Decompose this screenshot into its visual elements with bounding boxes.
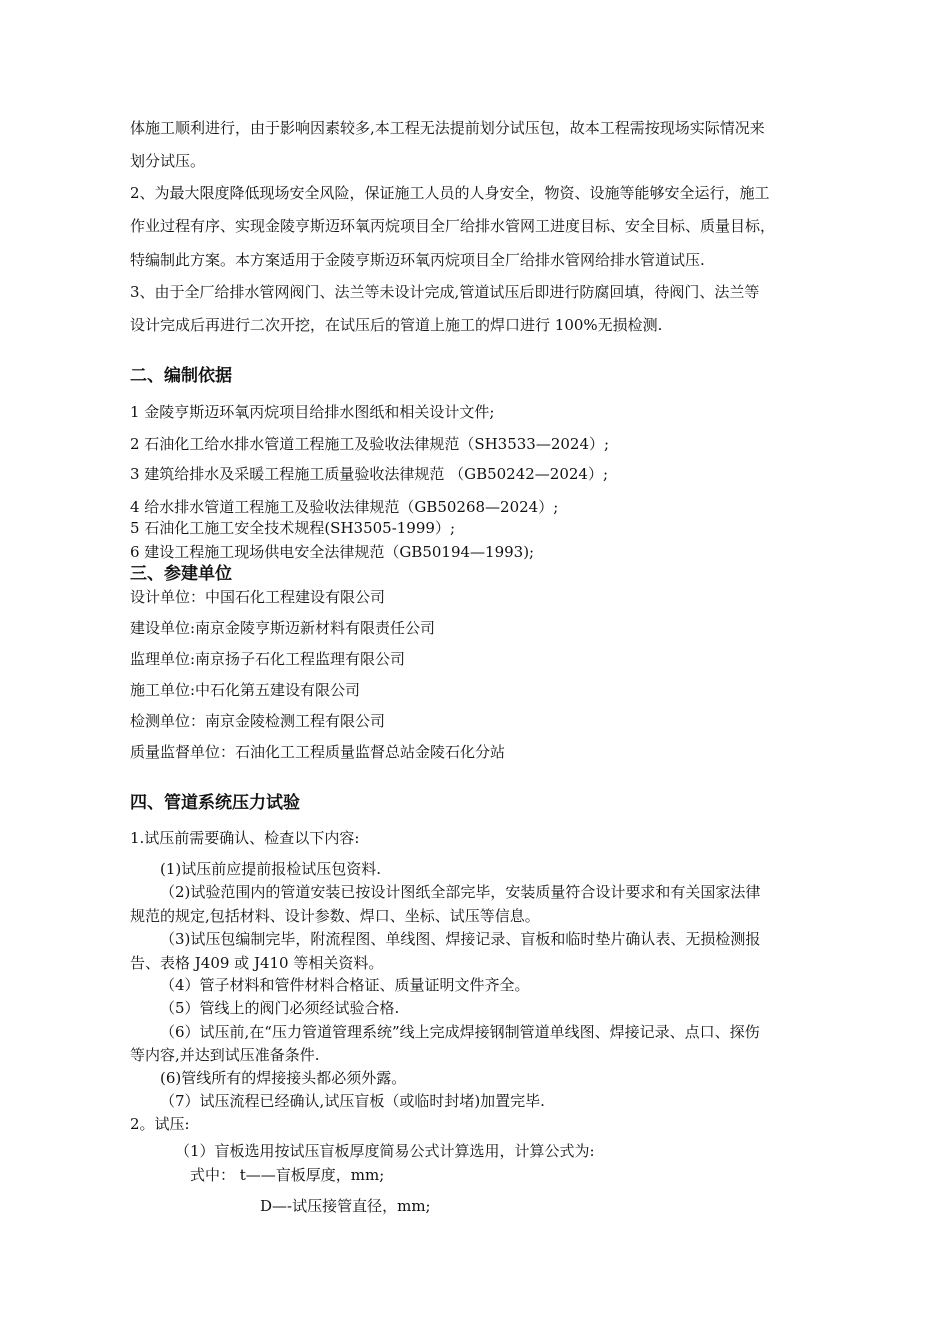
basis-item-5: 5 石油化工施工安全技术规程(SH3505-1999）; [130, 519, 455, 537]
unit-construction: 施工单位:中石化第五建设有限公司 [130, 681, 361, 699]
intro-line-2: 划分试压。 [130, 152, 206, 170]
check-7: (6)管线所有的焊接接头都必须外露。 [160, 1069, 407, 1087]
test-intro: 2。试压: [130, 1115, 190, 1133]
check-3-line-2: 告、表格 J409 或 J410 等相关资料。 [130, 954, 384, 972]
check-8: （7）试压流程已经确认,试压盲板（或临时封堵)加置完毕. [160, 1092, 545, 1110]
unit-quality-supervision: 质量监督单位：石油化工工程质量监督总站金陵石化分站 [130, 743, 506, 761]
intro-line-4: 作业过程有序、实现金陵亨斯迈环氧丙烷项目全厂给排水管网工进度目标、安全目标、质量目标， [130, 217, 776, 235]
unit-inspection: 检测单位：南京金陵检测工程有限公司 [130, 712, 386, 730]
basis-item-1: 1 金陵亨斯迈环氧丙烷项目给排水图纸和相关设计文件; [130, 403, 495, 421]
intro-line-7: 设计完成后再进行二次开挖，在试压后的管道上施工的焊口进行 100%无损检测. [130, 316, 663, 334]
section-4-heading: 四、管道系统压力试验 [130, 793, 300, 813]
basis-item-6: 6 建设工程施工现场供电安全法律规范（GB50194—1993); [130, 543, 535, 561]
section-2-heading: 二、编制依据 [130, 366, 232, 386]
basis-item-4: 4 给水排水管道工程施工及验收法律规范（GB50268—2024）; [130, 498, 559, 516]
intro-line-5: 特编制此方案。本方案适用于金陵亨斯迈环氧丙烷项目全厂给排水管网给排水管道试压. [130, 251, 705, 269]
basis-item-2: 2 石油化工给水排水管道工程施工及验收法律规范（SH3533—2024）; [130, 435, 610, 453]
check-4: （4）管子材料和管件材料合格证、质量证明文件齐全。 [160, 976, 530, 994]
formula-legend-d: D—-试压接管直径，mm; [260, 1197, 431, 1215]
check-2-line-1: （2)试验范围内的管道安装已按设计图纸全部完毕，安装质量符合设计要求和有关国家法律 [160, 883, 761, 901]
pretest-intro: 1.试压前需要确认、检查以下内容: [130, 829, 360, 847]
intro-line-1: 体施工顺利进行，由于影响因素较多,本工程无法提前划分试压包，故本工程需按现场实际情况来 [130, 119, 765, 137]
basis-item-3: 3 建筑给排水及采暖工程施工质量验收法律规范 （GB50242—2024）; [130, 465, 609, 483]
intro-line-6: 3、由于全厂给排水管网阀门、法兰等未设计完成,管道试压后即进行防腐回填，待阀门、法兰等 [130, 283, 760, 301]
blind-plate-formula: （1）盲板选用按试压盲板厚度简易公式计算选用，计算公式为: [175, 1142, 595, 1160]
check-6-line-1: （6）试压前,在“压力管道管理系统”线上完成焊接钢制管道单线图、焊接记录、点口、探伤 [160, 1023, 760, 1041]
unit-supervision: 监理单位:南京扬子石化工程监理有限公司 [130, 650, 406, 668]
section-3-heading: 三、参建单位 [130, 564, 232, 584]
check-2-line-2: 规范的规定,包括材料、设计参数、焊口、坐标、试压等信息。 [130, 907, 540, 925]
unit-design: 设计单位：中国石化工程建设有限公司 [130, 588, 386, 606]
check-3-line-1: （3)试压包编制完毕，附流程图、单线图、焊接记录、盲板和临时垫片确认表、无损检测报 [160, 930, 761, 948]
check-5: （5）管线上的阀门必须经试验合格. [160, 999, 400, 1017]
intro-line-3: 2、为最大限度降低现场安全风险，保证施工人员的人身安全，物资、设施等能够安全运行，施工 [130, 184, 770, 202]
check-1: (1)试压前应提前报检试压包资料. [160, 860, 382, 878]
check-6-line-2: 等内容,并达到试压准备条件. [130, 1046, 320, 1064]
unit-owner: 建设单位:南京金陵亨斯迈新材料有限责任公司 [130, 619, 436, 637]
formula-legend-t: 式中： t——盲板厚度，mm; [190, 1166, 385, 1184]
